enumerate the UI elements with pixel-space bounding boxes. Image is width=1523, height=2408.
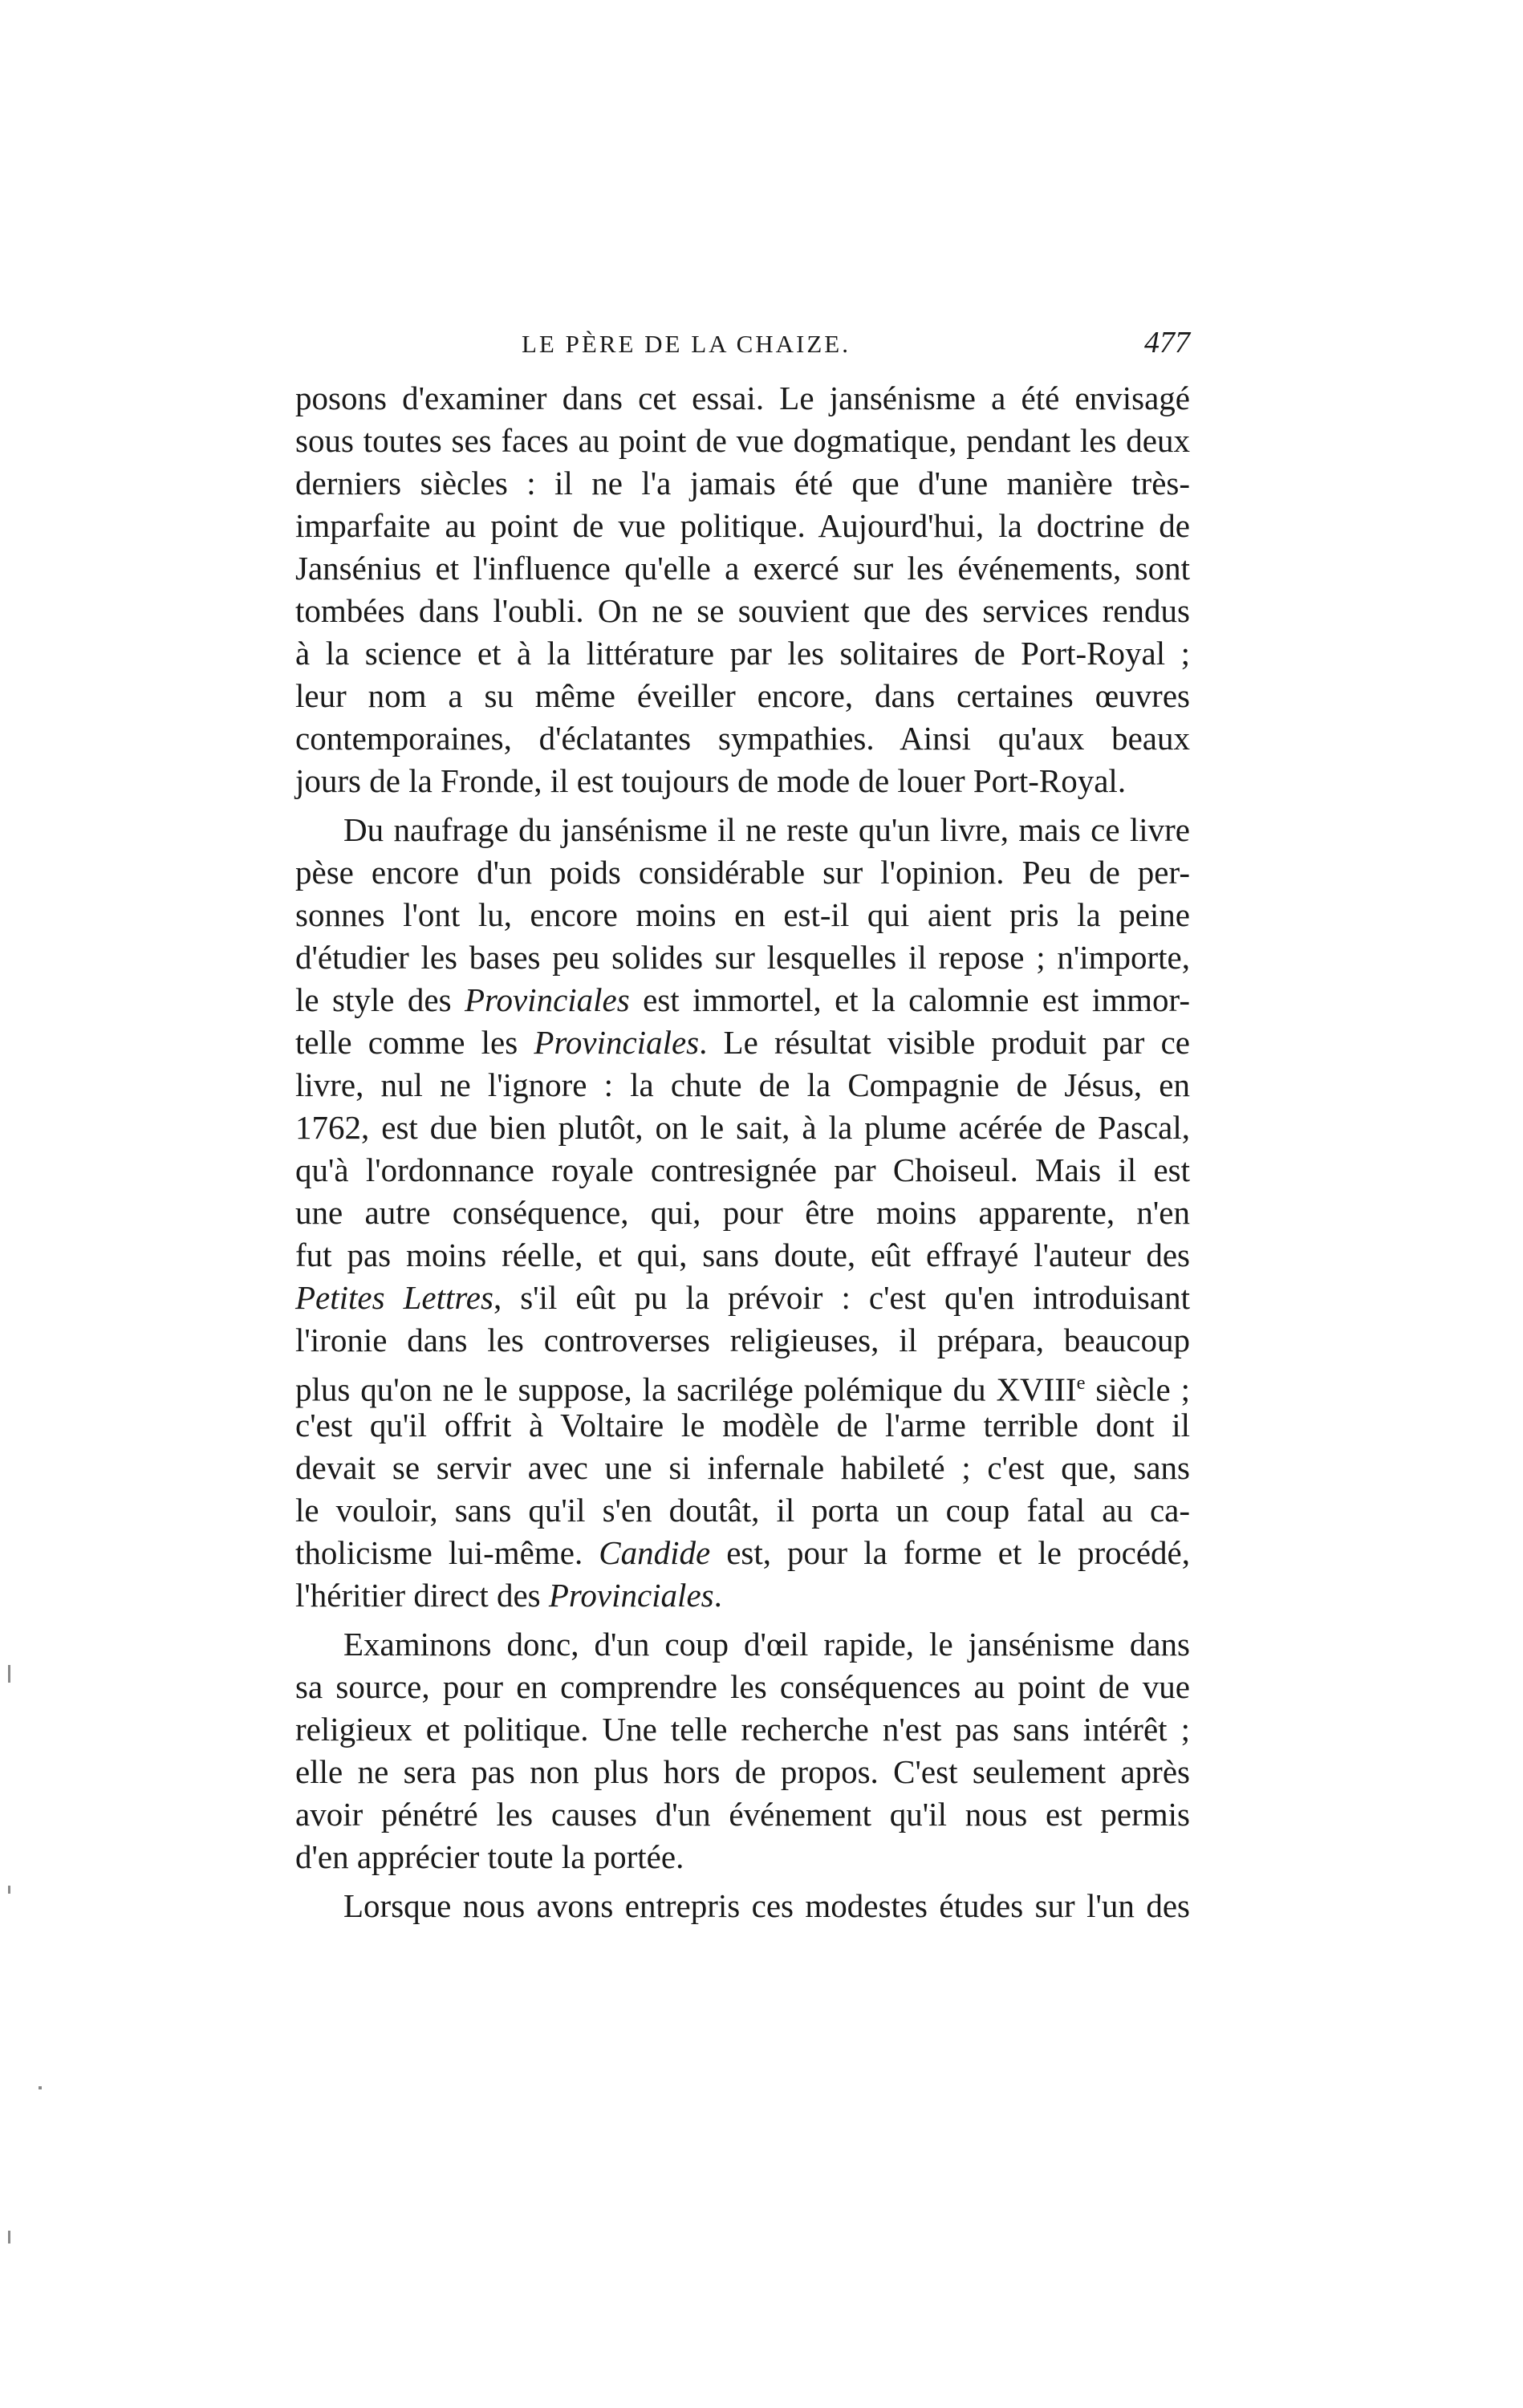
text-line: livre, nul ne l'ignore : la chute de la Compagnie de Jésus, en [295, 1066, 1190, 1103]
text-line: telle comme les Provinciales. Le résultat visible produit par ce [295, 1024, 1190, 1061]
text-line: le style des Provinciales est immortel, et la calomnie est immor- [295, 981, 1191, 1018]
text-line: Jansénius et l'influence qu'elle a exercé sur les événements, sont [295, 550, 1190, 587]
text-line: posons d'examiner dans cet essai. Le jansénisme a été envisagé [295, 380, 1190, 416]
running-title: LE PÈRE DE LA CHAIZE. [522, 330, 851, 358]
text-line: sa source, pour en comprendre les conséquences au point de vue [295, 1668, 1190, 1705]
text-line: leur nom a su même éveiller encore, dans certaines œuvres [295, 677, 1190, 714]
paragraph-4 [295, 1885, 1190, 1927]
text-line: l'ironie dans les controverses religieuses, il prépara, beaucoup [295, 1322, 1190, 1358]
text-line: fut pas moins réelle, et qui, sans doute, eût effrayé l'auteur des [295, 1236, 1190, 1273]
text-line: sous toutes ses faces au point de vue dogmatique, pendant les deux [295, 422, 1190, 459]
text-line: le vouloir, sans qu'il s'en doutât, il porta un coup fatal au ca- [295, 1492, 1190, 1529]
text-line: 1762, est due bien plutôt, on le sait, à la plume acérée de Pascal, [295, 1109, 1190, 1146]
text-line: l'héritier direct des Provinciales. [295, 1577, 722, 1614]
scan-speck [8, 1665, 10, 1683]
text-line: jours de la Fronde, il est toujours de mode de louer Port-Royal. [295, 762, 1127, 799]
paragraph-1 [295, 377, 1190, 802]
text-line: Examinons donc, d'un coup d'œil rapide, le jansénisme dans [343, 1626, 1190, 1663]
text-line: religieux et politique. Une telle recherche n'est pas sans intérêt ; [295, 1711, 1190, 1748]
text-line: imparfaite au point de vue politique. Aujourd'hui, la doctrine de [295, 507, 1190, 544]
text-line: tholicisme lui-même. Candide est, pour la forme et le procédé, [295, 1534, 1190, 1571]
text-line: elle ne sera pas non plus hors de propos. C'est seulement après [295, 1753, 1190, 1790]
page-header [295, 325, 1190, 373]
text-line: Petites Lettres, s'il eût pu la prévoir : c'est qu'en introduisant [295, 1279, 1190, 1316]
text-line: d'en apprécier toute la portée. [295, 1838, 684, 1875]
text-line: Lorsque nous avons entrepris ces modestes études sur l'un des [343, 1887, 1190, 1924]
text-line: pèse encore d'un poids considérable sur l'opinion. Peu de per- [295, 854, 1190, 891]
text-line: à la science et à la littérature par les solitaires de Port-Royal ; [295, 635, 1190, 672]
text-line: c'est qu'il offrit à Voltaire le modèle de l'arme terrible dont il [295, 1407, 1190, 1444]
scan-speck [8, 2231, 10, 2244]
paragraph-3 [295, 1623, 1190, 1878]
text-line: plus qu'on ne le suppose, la sacrilége polémique du XVIIIe siècle ; [295, 1370, 1190, 1408]
text-line: devait se servir avec une si infernale habileté ; c'est que, sans [295, 1449, 1190, 1486]
text-line: tombées dans l'oubli. On ne se souvient que des services rendus [295, 592, 1190, 629]
paragraph-2 [295, 809, 1190, 1617]
page-number: 477 [1144, 326, 1190, 359]
text-line: contemporaines, d'éclatantes sympathies. Ainsi qu'aux beaux [295, 720, 1190, 757]
text-line: une autre conséquence, qui, pour être moins apparente, n'en [295, 1194, 1190, 1231]
text-line: avoir pénétré les causes d'un événement qu'il nous est permis [295, 1796, 1190, 1833]
text-line: qu'à l'ordonnance royale contresignée par Choiseul. Mais il est [295, 1151, 1190, 1188]
text-line: derniers siècles : il ne l'a jamais été que d'une manière très- [295, 465, 1190, 501]
text-line: Du naufrage du jansénisme il ne reste qu'un livre, mais ce livre [343, 811, 1190, 848]
scan-speck [8, 1886, 10, 1894]
text-line: d'étudier les bases peu solides sur lesquelles il repose ; n'importe, [295, 939, 1190, 976]
text-line: sonnes l'ont lu, encore moins en est-il qui aient pris la peine [295, 896, 1190, 933]
scan-speck [39, 2086, 42, 2089]
body-text [295, 377, 1190, 1927]
